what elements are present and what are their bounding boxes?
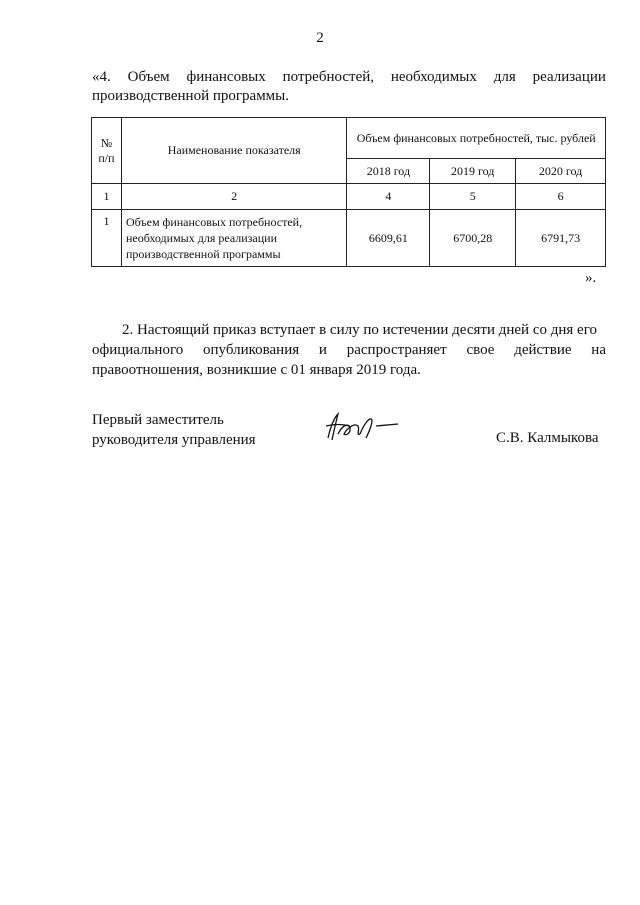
column-number: 6	[516, 184, 606, 210]
paragraph-word: на	[591, 342, 606, 358]
financial-needs-table	[91, 117, 606, 267]
title-word: Объем	[127, 69, 170, 85]
header-volume: Объем финансовых потребностей, тыс. рублей	[347, 118, 606, 159]
title-word: потребностей,	[282, 69, 375, 85]
signatory-position	[92, 410, 256, 450]
row-number: 1	[92, 210, 122, 267]
row-value-2020: 6791,73	[516, 210, 606, 267]
table-row	[92, 210, 606, 267]
table-header-row	[92, 118, 606, 159]
signatory-position-line-2: руководителя управления	[92, 432, 256, 448]
column-number: 2	[121, 184, 347, 210]
title-word: реализации	[532, 69, 606, 85]
header-year: 2018 год	[347, 159, 430, 184]
title-word: финансовых	[186, 69, 266, 85]
paragraph-word: свое	[466, 342, 495, 358]
section-4-title-line-2: производственной программы.	[92, 88, 290, 104]
header-indicator-name: Наименование показателя	[121, 118, 347, 184]
paragraph-word: распространяет	[346, 342, 447, 358]
title-word: «4.	[92, 69, 111, 85]
column-number: 5	[430, 184, 516, 210]
signatory-position-line-1: Первый заместитель	[92, 412, 224, 428]
column-number: 1	[92, 184, 122, 210]
row-value-2018: 6609,61	[347, 210, 430, 267]
page-number: 2	[316, 30, 324, 46]
paragraph-word: опубликования	[203, 342, 300, 358]
column-number: 4	[347, 184, 430, 210]
paragraph-2	[92, 320, 606, 380]
closing-quote: ».	[585, 270, 597, 286]
paragraph-2-line-1: 2. Настоящий приказ вступает в силу по истечении десяти дней со дня его	[122, 322, 597, 338]
paragraph-word: и	[318, 342, 327, 358]
paragraph-word: действие	[514, 342, 572, 358]
paragraph-2-line-2	[92, 340, 606, 360]
row-indicator-name: Объем финансовых потребностей, необходимых для реализации производственной программы	[121, 210, 347, 267]
section-4-title	[92, 68, 606, 106]
header-year: 2019 год	[430, 159, 516, 184]
paragraph-word: официального	[92, 342, 184, 358]
title-word: необходимых	[390, 69, 477, 85]
paragraph-2-line-3: правоотношения, возникшие с 01 января 2019 года.	[92, 362, 421, 378]
handwritten-signature	[320, 408, 410, 453]
header-year: 2020 год	[516, 159, 606, 184]
title-word: для	[493, 69, 516, 85]
table-column-numbers-row	[92, 184, 606, 210]
row-value-2019: 6700,28	[430, 210, 516, 267]
header-number: № п/п	[92, 118, 122, 184]
signatory-name: С.В. Калмыкова	[496, 430, 599, 446]
section-4-title-line-1	[92, 68, 606, 87]
